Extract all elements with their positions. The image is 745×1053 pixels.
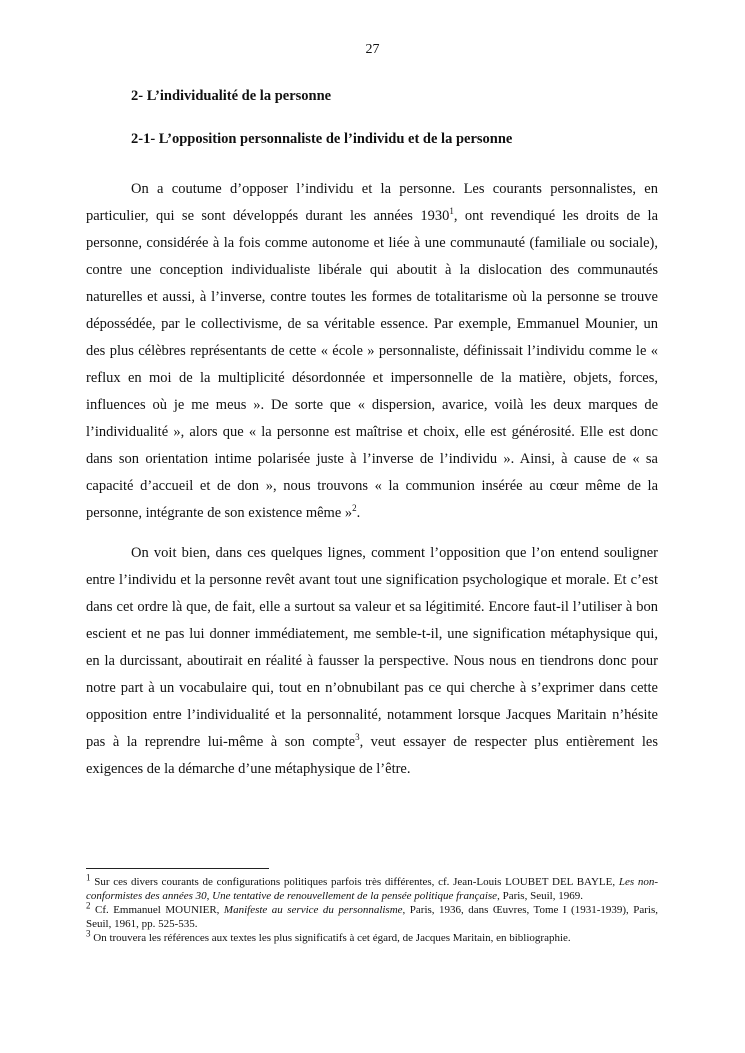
- footnotes: [86, 872, 659, 945]
- footnote-text: On trouvera les références aux textes les plus significatifs à cet égard, de Jacques Maritain, en bibliographie.: [90, 932, 571, 944]
- footnote-text: Cf. Emmanuel MOUNIER,: [90, 904, 224, 916]
- footnote-separator: [86, 868, 269, 869]
- footnote-ref-2[interactable]: 2: [352, 503, 357, 514]
- footnote-text: Sur ces divers courants de configurations politiques parfois très différentes, cf. Jean-Louis LOUBET DEL BAYLE,: [90, 876, 619, 888]
- page-number: 27: [365, 42, 380, 57]
- footnote-3: [86, 928, 658, 945]
- footnote-number: 2: [86, 900, 91, 911]
- footnote-text: , Paris, 1936, dans Œuvres, Tome I (1931-1939), Paris, Seuil, 1961, pp. 525-535.: [86, 904, 659, 930]
- paragraph-2-text-b: , veut essayer de respecter plus entièrement les exigences de la démarche d’une métaphysique de l’être.: [86, 734, 659, 777]
- paragraph-1-text-c: .: [356, 505, 361, 521]
- subsection-heading: 2-1- L’opposition personnaliste de l’individu et de la personne: [131, 131, 513, 147]
- footnote-title: Manifeste au service du personnalisme: [223, 904, 403, 916]
- footnote-text: , Paris, Seuil, 1969.: [497, 890, 583, 902]
- footnote-number: 3: [86, 928, 91, 939]
- footnote-2: [86, 900, 659, 931]
- footnote-title: Les non-conformistes des années 30, Une tentative de renouvellement de la pensée politique française: [86, 876, 658, 902]
- footnote-ref-1[interactable]: 1: [449, 206, 454, 217]
- paragraph-1: [86, 176, 658, 527]
- footnote-1: [86, 872, 658, 903]
- footnote-number: 1: [86, 872, 91, 883]
- footnote-ref-3[interactable]: 3: [355, 732, 360, 743]
- paragraph-1-text-a: On a coutume d’opposer l’individu et la personne. Les courants personnalistes, en particulier, qui se sont développés durant les années 1930: [86, 181, 658, 224]
- section-heading: 2- L’individualité de la personne: [131, 88, 332, 104]
- paragraph-1-text-b: , ont revendiqué les droits de la personne, considérée à la fois comme autonome et liée à une communauté (familiale ou sociale), contre une conception individualiste libérale qui aboutit à la dislocation des communautés naturelles et aussi, à l’inverse, contre toutes les formes de totalitarisme où la personne se trouve dépossédée, par le collectivisme, de sa véritable essence. Par exemple, Emmanuel Mounier, un des plus célèbres représentants de cette « école » personnaliste, définissait l’individu comme le « reflux en moi de la multiplicité désordonnée et impersonnelle de la matière, objets, forces, influences où je me meus ». De sorte que « dispersion, avarice, voilà les deux marques de l’individualité », alors que « la personne est maîtrise et choix, elle est générosité. Elle est donc dans son orientation intime polarisée juste à l’inverse de l’individu ». Ainsi, à cause de « sa capacité d’accueil et de don », nous trouvons « la communion insérée au cœur même de la personne, intégrante de son existence même »: [86, 208, 658, 521]
- paragraph-2: [86, 540, 658, 783]
- paragraph-2-text-a: On voit bien, dans ces quelques lignes, comment l’opposition que l’on entend souligner entre l’individu et la personne revêt avant tout une signification psychologique et morale. Et c’est dans cet ordre là que, de fait, elle a surtout sa valeur et sa légitimité. Encore faut-il l’utiliser à bon escient et ne pas lui donner immédiatement, me semble-t-il, une signification métaphysique qui, en la durcissant, aboutirait en réalité à fausser la perspective. Nous nous en tiendrons donc pour notre part à un vocabulaire qui, tout en n’obnubilant pas ce qui cherche à s’exprimer dans cette opposition entre l’individualité et la personnalité, notamment lorsque Jacques Maritain n’hésite pas à la reprendre lui-même à son compte: [86, 545, 658, 750]
